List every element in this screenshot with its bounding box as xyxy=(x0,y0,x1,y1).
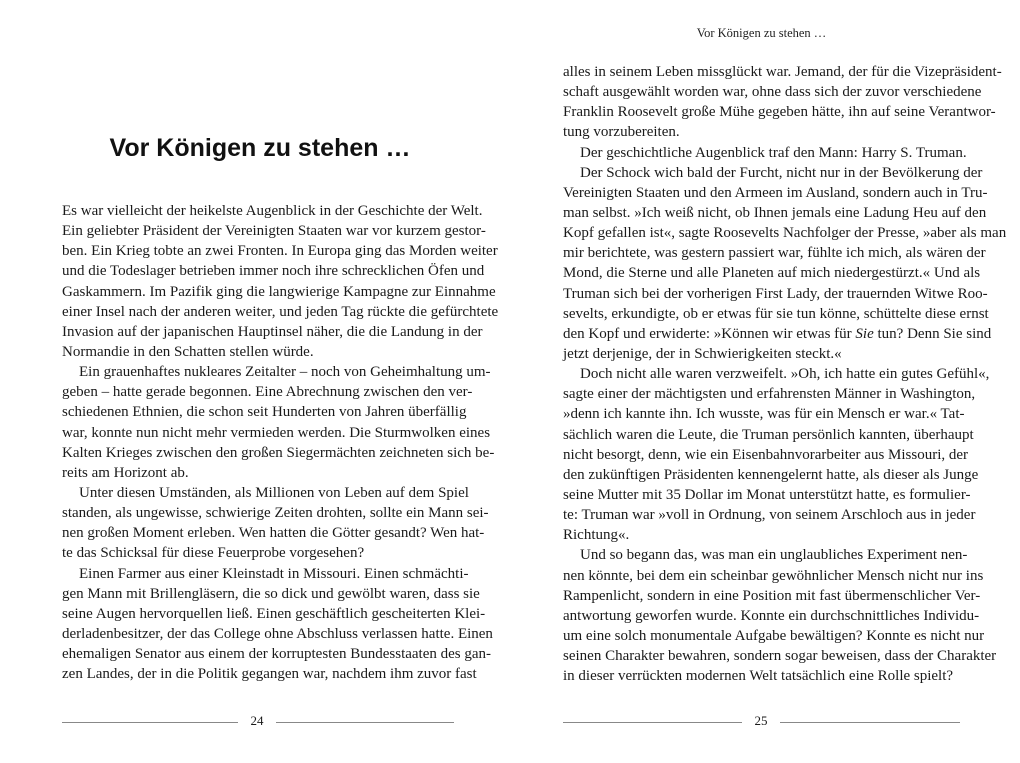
line-text: um eine solch monumentale Aufgabe bewältigen? Konnte es nicht nur xyxy=(563,627,985,644)
text-line xyxy=(563,183,988,203)
line-text: ben. Ein Krieg tobte an zwei Fronten. In Europa ging das Morden weiter xyxy=(62,243,498,260)
text-line xyxy=(563,62,1002,82)
line-text: Und so begann das, was man ein unglaubliches Experiment nen- xyxy=(580,547,968,564)
text-line xyxy=(62,302,499,322)
right-page xyxy=(510,0,1020,763)
line-text: Der Schock wich bald der Furcht, nicht nur in der Bevölkerung der xyxy=(580,164,983,181)
footer-rule xyxy=(276,722,454,723)
text-line xyxy=(563,143,967,163)
line-text: Doch nicht alle waren verzweifelt. »Oh, ich hatte ein gutes Gefühl«, xyxy=(580,366,990,383)
line-text: war, konnte nun nicht mehr vermieden werden. Die Sturmwolken eines xyxy=(62,424,491,441)
text-line xyxy=(62,221,486,241)
line-text: Richtung«. xyxy=(563,527,630,544)
line-text: Es war vielleicht der heikelste Augenblick in der Geschichte der Welt. xyxy=(62,203,483,219)
text-line xyxy=(62,503,489,523)
text-line xyxy=(62,604,486,624)
text-line xyxy=(563,384,976,404)
line-text: alles in seinem Leben missglückt war. Jemand, der für die Vizepräsident- xyxy=(563,64,1002,80)
text-line xyxy=(62,483,469,503)
line-text: ehemaligen Senator aus einem der korruptesten Bundesstaaten des gan- xyxy=(62,646,492,663)
line-text: Rampenlicht, sondern in eine Position mit fast übermenschlicher Ver- xyxy=(563,587,981,604)
text-line xyxy=(563,223,1007,243)
text-line xyxy=(563,545,968,565)
text-line xyxy=(563,525,960,545)
chapter-title: Vor Königen zu stehen … xyxy=(109,134,411,162)
line-text: Normandie in den Schatten stellen würde. xyxy=(62,343,314,360)
footer-rule xyxy=(780,722,960,723)
line-text: nen könnte, bei dem ein scheinbar gewöhnlicher Mensch nicht nur ins xyxy=(563,567,984,584)
line-text: Truman sich bei der vorherigen First Lady, der trauernden Witwe Roo- xyxy=(563,285,988,302)
text-line xyxy=(62,322,483,342)
text-line xyxy=(563,102,996,122)
line-text: einer Insel nach der anderen weiter, und jeden Tag rückte die gefürchtete xyxy=(62,303,499,320)
line-text: antwortung geworfen wurde. Konnte ein durchschnittliches Individu- xyxy=(563,607,980,624)
line-text: Vereinigten Staaten und den Armeen im Ausland, sondern auch in Tru- xyxy=(563,184,988,201)
footer-rule xyxy=(563,722,742,723)
line-text: nen großen Moment erleben. Wen hatten die Götter gesandt? Wen hat- xyxy=(62,525,485,542)
page-footer xyxy=(0,713,510,731)
text-line xyxy=(563,505,976,525)
text-line xyxy=(62,282,496,302)
text-line xyxy=(563,324,992,344)
line-text: sächlich waren die Leute, die Truman persönlich kannten, überhaupt xyxy=(563,426,974,443)
right-body-text xyxy=(563,62,1007,686)
text-line xyxy=(62,543,459,563)
text-line xyxy=(563,284,988,304)
line-text: standen, als ungewisse, schwierige Zeiten drohten, sollte ein Mann sei- xyxy=(62,505,489,522)
line-text: Unter diesen Umständen, als Millionen von Leben auf dem Spiel xyxy=(79,484,469,501)
page-number: 25 xyxy=(754,713,768,728)
text-line xyxy=(62,523,485,543)
text-line xyxy=(563,606,980,626)
text-line xyxy=(563,626,985,646)
line-text: schaft ausgewählt worden war, ohne dass sich der zuvor verschiedene xyxy=(563,84,982,101)
line-text: gen Mann mit Brillengläsern, die so dick und gewölbt waren, dass sie xyxy=(62,585,480,602)
text-line xyxy=(563,122,960,142)
line-text: den zukünftigen Präsidenten kennengelernt hatte, als dieser als Junge xyxy=(563,466,979,483)
line-text: zen Landes, der in die Politik gegangen war, nachdem ihm zuvor fast xyxy=(62,666,477,683)
line-text: Gaskammern. Im Pazifik ging die langwierige Kampagne zur Einnahme xyxy=(62,283,496,300)
text-line xyxy=(62,342,459,362)
text-line xyxy=(563,566,984,586)
page-footer xyxy=(510,713,1020,731)
text-line xyxy=(563,404,965,424)
line-text: te: Truman war »voll in Ordnung, von seinem Arschloch aus in jeder xyxy=(563,507,976,524)
line-text: jetzt derjenige, der in Schwierigkeiten steckt.« xyxy=(563,345,842,362)
text-line xyxy=(62,382,473,402)
text-line xyxy=(62,463,459,483)
line-text: »denn ich kannte ihn. Ich wusste, was für ein Mensch er war.« Tat- xyxy=(563,406,965,423)
text-line xyxy=(62,644,492,664)
footer-rule xyxy=(62,722,238,723)
line-text: Ein grauenhaftes nukleares Zeitalter – noch von Geheimhaltung um- xyxy=(79,364,491,381)
line-text: geben – hatte gerade begonnen. Eine Abrechnung zwischen den ver- xyxy=(62,384,473,401)
line-text: sevelts, erkundigte, ob er etwas für sie tun könne, schüttelte diese ernst xyxy=(563,305,989,322)
line-text: Mond, die Sterne und alle Planeten auf mich niedergestürzt.« Und als xyxy=(563,265,981,282)
text-line xyxy=(563,243,986,263)
line-text: Einen Farmer aus einer Kleinstadt in Missouri. Einen schmächti- xyxy=(79,565,469,582)
line-text: Kalten Krieges zwischen den großen Siegermächten zeichneten sich be- xyxy=(62,444,495,461)
text-line xyxy=(62,261,485,281)
line-text: seine Augen hervorquellen ließ. Einen geschäftlich gescheiterten Klei- xyxy=(62,605,486,622)
text-line xyxy=(62,362,491,382)
text-line xyxy=(62,443,495,463)
text-line xyxy=(563,203,987,223)
line-text: tun? Denn Sie sind xyxy=(873,325,992,342)
text-line xyxy=(62,241,498,261)
text-line xyxy=(62,624,493,644)
text-line xyxy=(62,423,491,443)
left-body-text xyxy=(62,201,499,684)
line-text: Franklin Roosevelt große Mühe gegeben hätte, ihn auf seine Verantwor- xyxy=(563,104,996,121)
line-text: Der geschichtliche Augenblick traf den Mann: Harry S. Truman. xyxy=(580,144,967,161)
text-line xyxy=(563,304,989,324)
text-line xyxy=(563,666,960,686)
text-line xyxy=(62,664,477,684)
emphasis-text: Sie xyxy=(855,325,874,342)
line-text: tung vorzubereiten. xyxy=(563,124,680,141)
text-line xyxy=(563,263,981,283)
line-text: nicht besorgt, denn, wie ein Eisenbahnvorarbeiter aus Missouri, der xyxy=(563,446,969,463)
line-text: sagte einer der mächtigsten und erfahrensten Männer in Washington, xyxy=(563,386,976,403)
line-text: Ein geliebter Präsident der Vereinigten Staaten war vor kurzem gestor- xyxy=(62,223,486,240)
line-text: Kopf gefallen ist«, sagte Roosevelts Nachfolger der Presse, »aber als man xyxy=(563,225,1007,242)
text-line xyxy=(62,201,483,221)
line-text: seinen Charakter bewahren, sondern sogar beweisen, dass der Charakter xyxy=(563,648,997,665)
text-line xyxy=(62,402,467,422)
text-line xyxy=(563,82,982,102)
text-line xyxy=(563,445,969,465)
line-text: den Kopf und erwiderte: »Können wir etwas für xyxy=(563,325,856,342)
line-text: und die Todeslager betrieben immer noch ihre schrecklichen Öfen und xyxy=(62,263,485,280)
text-line xyxy=(563,586,981,606)
text-line xyxy=(563,425,974,445)
line-text: mir berichtete, was gestern passiert war, fühlte ich mich, als wären der xyxy=(563,245,986,262)
line-text: schiedenen Ethnien, die schon seit Hunderten von Jahren überfällig xyxy=(62,404,467,421)
line-text: te das Schicksal für diese Feuerprobe vorgesehen? xyxy=(62,545,365,562)
running-head: Vor Königen zu stehen … xyxy=(696,26,827,40)
line-text: reits am Horizont ab. xyxy=(62,464,189,481)
text-line xyxy=(563,646,997,666)
line-text: derladenbesitzer, der das College ohne Abschluss verlassen hatte. Einen xyxy=(62,625,493,642)
text-line xyxy=(563,465,979,485)
text-line xyxy=(563,163,983,183)
text-line xyxy=(563,485,971,505)
line-text: in dieser verrückten modernen Welt tatsächlich eine Rolle spielt? xyxy=(563,668,954,685)
text-line xyxy=(563,344,960,364)
text-line xyxy=(62,564,469,584)
page-number: 24 xyxy=(250,713,264,728)
line-text: seine Mutter mit 35 Dollar im Monat unterstützt hatte, es formulier- xyxy=(563,486,971,503)
text-line xyxy=(62,584,480,604)
line-text: Invasion auf der japanischen Hauptinsel näher, die die Landung in der xyxy=(62,323,483,340)
text-line xyxy=(563,364,990,384)
line-text: man selbst. »Ich weiß nicht, ob Ihnen jemals eine Ladung Heu auf den xyxy=(563,204,987,221)
